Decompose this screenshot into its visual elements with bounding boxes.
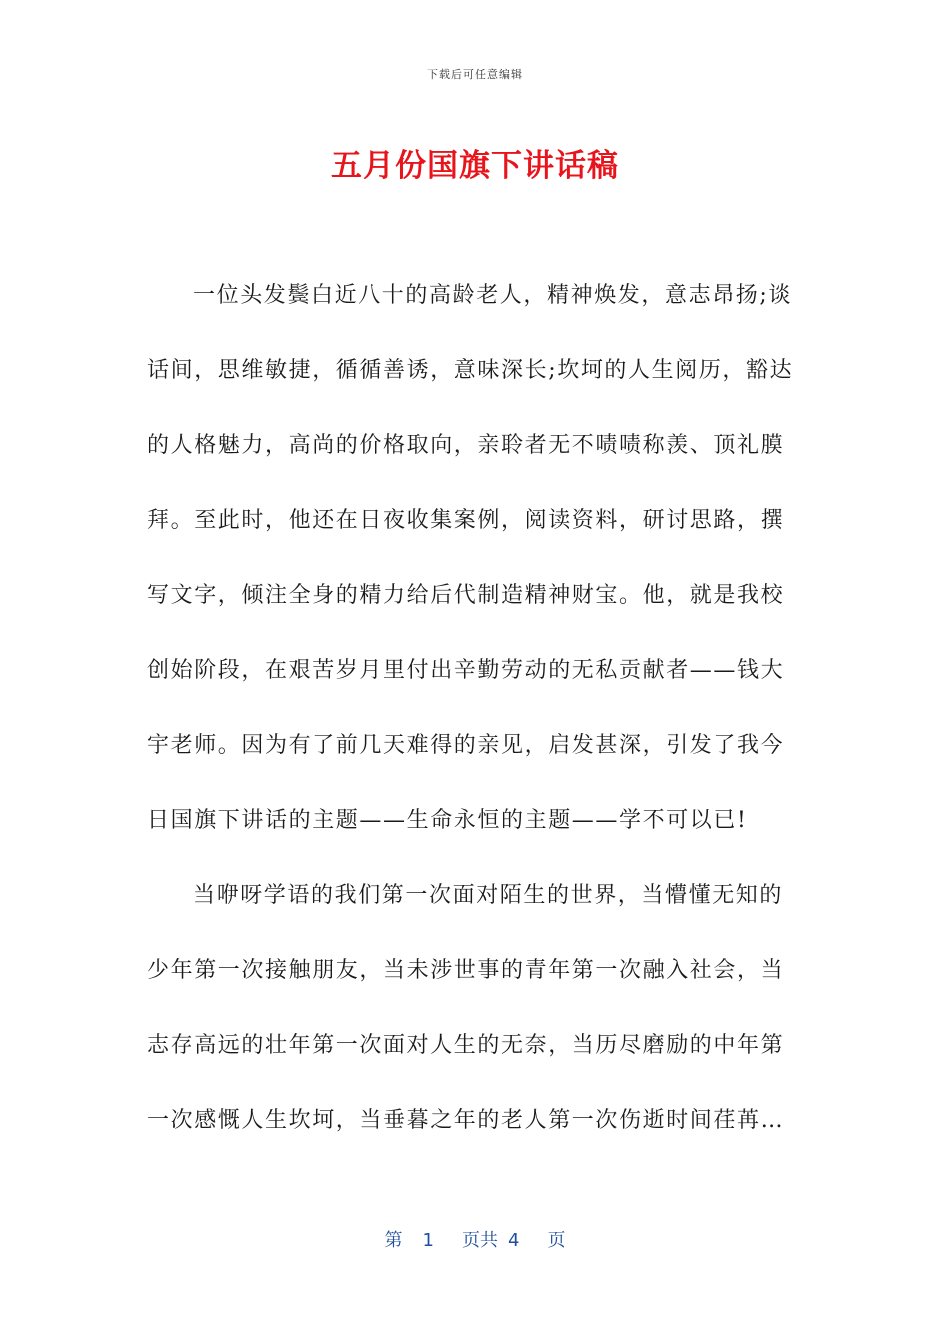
footer-page-number: 1 [422,1230,434,1251]
text-line: 话间，思维敏捷，循循善诱，意味深长;坎坷的人生阅历，豁达 [147,358,794,383]
document-title: 五月份国旗下讲话稿 [331,148,619,184]
text-line: 拜。至此时，他还在日夜收集案例，阅读资料，研讨思路，撰 [147,508,785,533]
text-line: 少年第一次接触朋友，当未涉世事的青年第一次融入社会，当 [147,958,785,983]
footer-total-pages: 4 [508,1230,520,1251]
paragraph [147,275,805,841]
footer-middle: 页共 [462,1230,498,1251]
text-line: 宇老师。因为有了前几天难得的亲见，启发甚深，引发了我今 [147,733,785,758]
paragraph [147,875,805,1141]
text-line: 一位头发鬓白近八十的高龄老人，精神焕发，意志昂扬;谈 [193,283,793,308]
text-line: 一次感慨人生坎坷，当垂暮之年的老人第一次伤逝时间荏苒… [147,1108,785,1133]
text-line: 创始阶段，在艰苦岁月里付出辛勤劳动的无私贡献者——钱大 [147,658,785,683]
footer-suffix: 页 [547,1230,566,1251]
text-line: 当咿呀学语的我们第一次面对陌生的世界，当懵懂无知的 [193,883,784,908]
footer-prefix: 第 [384,1230,403,1251]
page-footer [0,1226,950,1252]
text-line: 志存高远的壮年第一次面对人生的无奈，当历尽磨励的中年第 [147,1033,785,1058]
text-line: 写文字，倾注全身的精力给后代制造精神财宝。他，就是我校 [147,583,785,608]
text-line: 日国旗下讲话的主题——生命永恒的主题——学不可以已! [147,808,748,833]
header-note: 下载后可任意编辑 [427,68,523,81]
text-line: 的人格魅力，高尚的价格取向，亲聆者无不啧啧称羡、顶礼膜 [147,433,785,458]
document-body [147,275,805,1175]
